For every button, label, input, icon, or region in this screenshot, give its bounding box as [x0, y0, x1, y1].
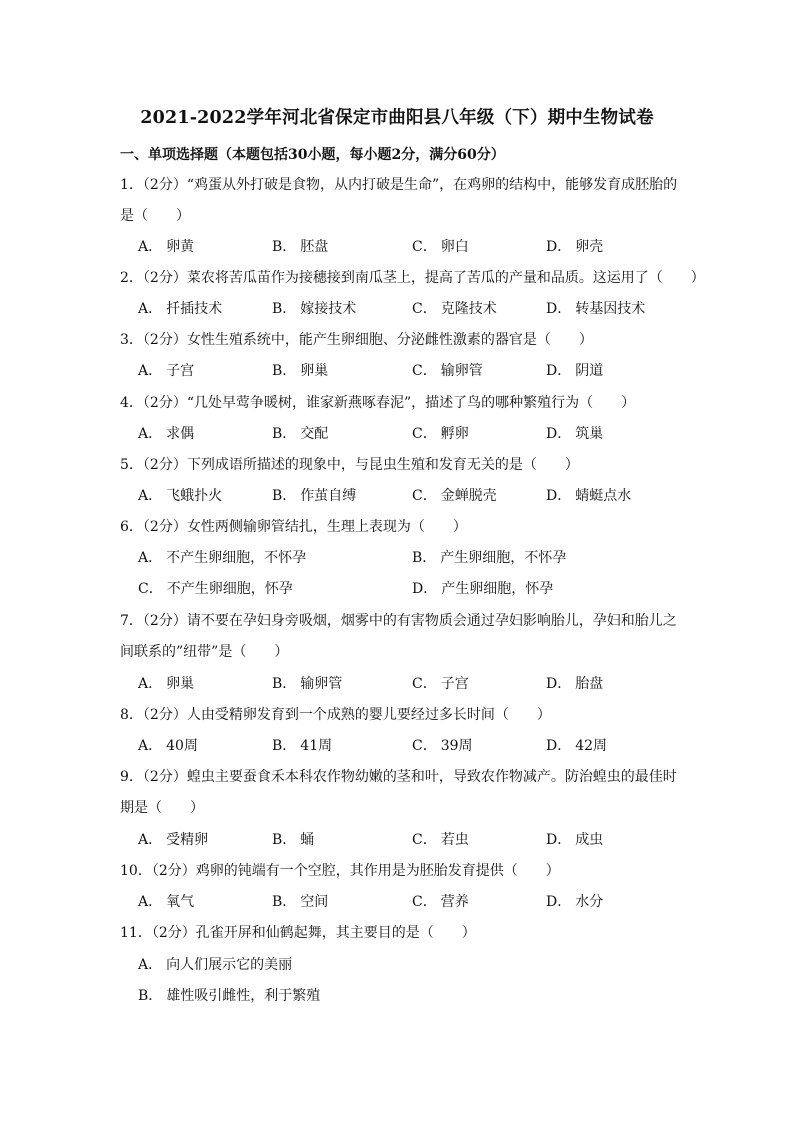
q10-option-b[interactable]: B． 空间: [272, 894, 329, 910]
q9-option-c[interactable]: C． 若虫: [412, 832, 469, 848]
question-1-line-1: 1．（2分）“鸡蛋从外打破是食物，从内打破是生命”，在鸡卵的结构中，能够发育成胚胎的: [120, 177, 678, 193]
q11-option-b[interactable]: B． 雄性吸引雌性，利于繁殖: [138, 988, 321, 1004]
q6-option-a[interactable]: A． 不产生卵细胞，不怀孕: [138, 550, 307, 566]
question-9-line-1: 9．（2分）蝗虫主要蚕食禾本科农作物幼嫩的茎和叶，导致农作物减产。防治蝗虫的最佳时: [120, 769, 677, 785]
q2-option-c[interactable]: C． 克隆技术: [412, 301, 497, 317]
question-7-line-1: 7．（2分）请不要在孕妇身旁吸烟，烟雾中的有害物质会通过孕妇影响胎儿，孕妇和胎儿之: [120, 613, 677, 629]
q10-option-a[interactable]: A． 氧气: [138, 894, 195, 910]
q7-option-b[interactable]: B． 输卵管: [272, 676, 343, 692]
question-11-line-1: 11．（2分）孔雀开屏和仙鹤起舞，其主要目的是（ ）: [120, 925, 476, 941]
section-heading: 一、单项选择题（本题包括30小题，每小题2分，满分60分）: [120, 147, 505, 163]
question-9-line-2: 期是（ ）: [120, 800, 204, 816]
q5-option-c[interactable]: C． 金蝉脱壳: [412, 488, 497, 504]
q6-option-d[interactable]: D． 产生卵细胞，怀孕: [412, 581, 554, 597]
q5-option-d[interactable]: D． 蜻蜓点水: [546, 488, 632, 504]
q9-option-b[interactable]: B． 蛹: [272, 832, 315, 848]
q8-option-d[interactable]: D． 42周: [546, 738, 608, 754]
q2-option-a[interactable]: A． 扦插技术: [138, 301, 223, 317]
q8-option-b[interactable]: B． 41周: [272, 738, 333, 754]
exam-title: 2021-2022学年河北省保定市曲阳县八年级（下）期中生物试卷: [140, 108, 654, 128]
q3-option-a[interactable]: A． 子宫: [138, 363, 195, 379]
q5-option-a[interactable]: A． 飞蛾扑火: [138, 488, 223, 504]
q1-option-d[interactable]: D． 卵壳: [546, 239, 604, 255]
q2-option-b[interactable]: B． 嫁接技术: [272, 301, 357, 317]
q1-option-c[interactable]: C． 卵白: [412, 239, 469, 255]
q3-option-d[interactable]: D． 阴道: [546, 363, 604, 379]
q7-option-c[interactable]: C． 子宫: [412, 676, 469, 692]
q4-option-c[interactable]: C． 孵卵: [412, 426, 469, 442]
question-7-line-2: 间联系的”纽带”是（ ）: [120, 644, 289, 660]
q6-option-b[interactable]: B． 产生卵细胞，不怀孕: [412, 550, 567, 566]
q3-option-b[interactable]: B． 卵巢: [272, 363, 329, 379]
q5-option-b[interactable]: B． 作茧自缚: [272, 488, 357, 504]
q4-option-a[interactable]: A． 求偶: [138, 426, 195, 442]
q10-option-c[interactable]: C． 营养: [412, 894, 469, 910]
q7-option-d[interactable]: D． 胎盘: [546, 676, 604, 692]
question-10-line-1: 10．（2分）鸡卵的钝端有一个空腔，其作用是为胚胎发育提供（ ）: [120, 863, 560, 879]
q9-option-d[interactable]: D． 成虫: [546, 832, 604, 848]
q11-option-a[interactable]: A． 向人们展示它的美丽: [138, 957, 293, 973]
q9-option-a[interactable]: A． 受精卵: [138, 832, 209, 848]
q3-option-c[interactable]: C． 输卵管: [412, 363, 483, 379]
q4-option-d[interactable]: D． 筑巢: [546, 426, 604, 442]
q2-option-d[interactable]: D． 转基因技术: [546, 301, 646, 317]
question-4-line-1: 4．（2分）“几处早莺争暖树，谁家新燕啄春泥”，描述了鸟的哪种繁殖行为（ ）: [120, 395, 636, 411]
question-3-line-1: 3．（2分）女性生殖系统中，能产生卵细胞、分泌雌性激素的器官是（ ）: [120, 332, 593, 348]
q1-option-b[interactable]: B． 胚盘: [272, 239, 329, 255]
q4-option-b[interactable]: B． 交配: [272, 426, 329, 442]
question-5-line-1: 5．（2分）下列成语所描述的现象中，与昆虫生殖和发育无关的是（ ）: [120, 457, 579, 473]
q7-option-a[interactable]: A． 卵巢: [138, 676, 195, 692]
question-6-line-1: 6．（2分）女性两侧输卵管结扎，生理上表现为（ ）: [120, 519, 467, 535]
q8-option-a[interactable]: A． 40周: [138, 738, 198, 754]
question-2-line-1: 2．（2分）菜农将苦瓜苗作为接穗接到南瓜茎上，提高了苦瓜的产量和品质。这运用了（ ）: [120, 270, 705, 286]
q8-option-c[interactable]: C． 39周: [412, 738, 473, 754]
q10-option-d[interactable]: D． 水分: [546, 894, 604, 910]
q6-option-c[interactable]: C． 不产生卵细胞，怀孕: [138, 581, 293, 597]
question-8-line-1: 8．（2分）人由受精卵发育到一个成熟的婴儿要经过多长时间（ ）: [120, 707, 551, 723]
question-1-line-2: 是（ ）: [120, 208, 190, 224]
q1-option-a[interactable]: A． 卵黄: [138, 239, 195, 255]
